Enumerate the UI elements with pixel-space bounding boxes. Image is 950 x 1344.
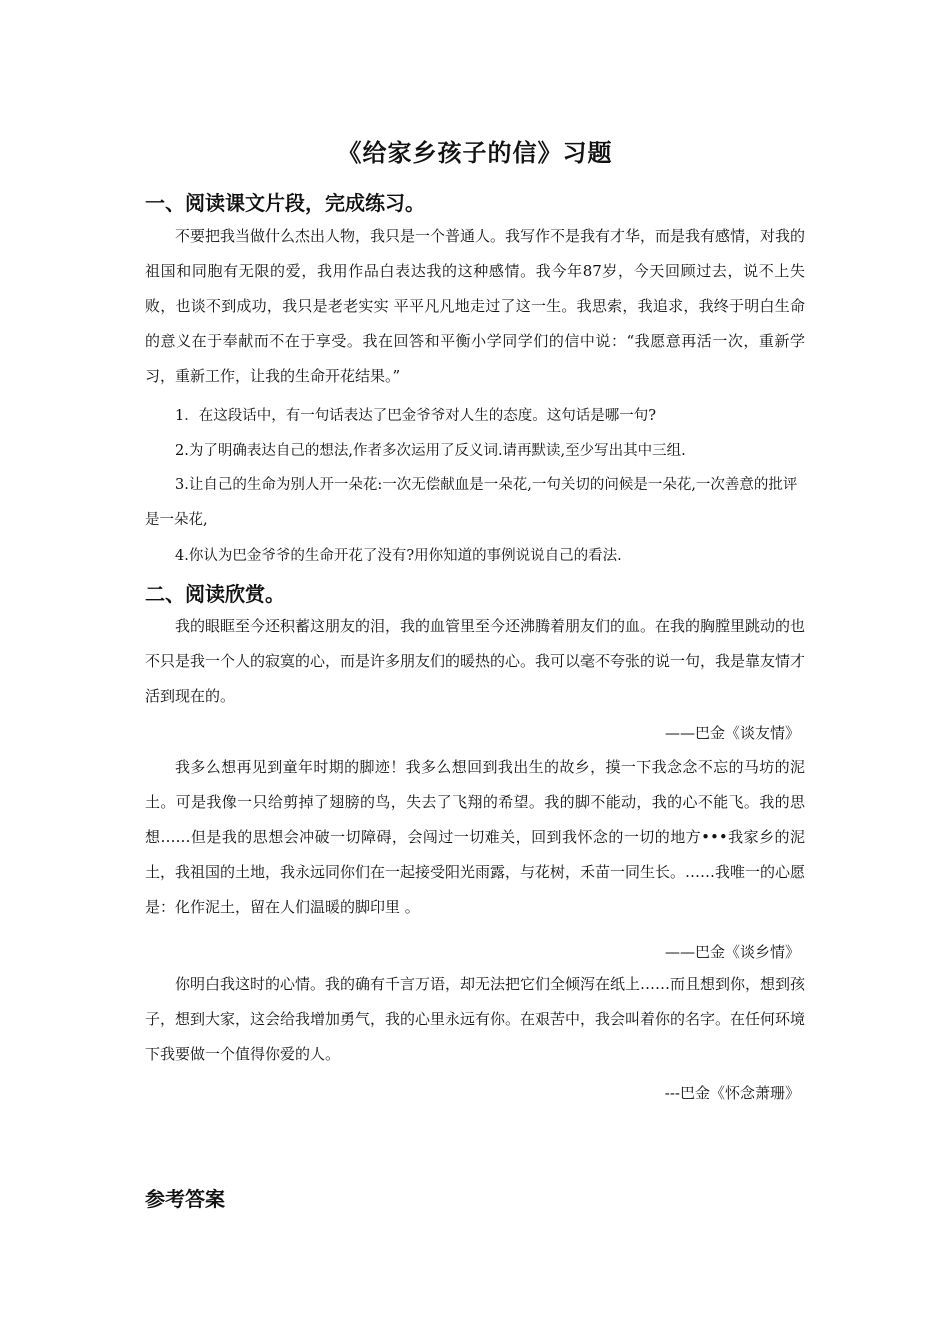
- excerpt-hometown: 我多么想再见到童年时期的脚迹！我多么想回到我出生的故乡，摸一下我念念不忘的马坊的泥土。可是我像一只给剪掉了翅膀的鸟，失去了飞翔的希望。我的脚不能动，我的心不能飞。我的思想……但是我的思想会冲破一切障碍，会闯过一切难关，回到我怀念的一切的地方•••我家乡的泥土，我祖国的土地，我永远同你们在一起接受阳光雨露，与花树，禾苗一同生长。……我唯一的心愿是：化作泥土，留在人们温暖的脚印里 。: [145, 758, 806, 916]
- source-xiaoshan: ---巴金《怀念萧珊》: [664, 1084, 800, 1102]
- excerpt-xiaoshan: 你明白我这时的心情。我的确有千言万语，却无法把它们全倾泻在纸上……而且想到你，想到孩子，想到大家，这会给我增加勇气，我的心里永远有你。在艰苦中，我会叫着你的名字。在任何环境下我要做一个值得你爱的人。: [145, 975, 806, 1063]
- section-1-heading: 一、阅读课文片段，完成练习。: [145, 191, 425, 215]
- source-friendship: ——巴金《谈友情》: [664, 724, 800, 742]
- question-2: 2.为了明确表达自己的想法,作者多次运用了反义词.请再默读,至少写出其中三组.: [175, 443, 686, 459]
- question-4: 4.你认为巴金爷爷的生命开花了没有?用你知道的事例说说自己的看法.: [175, 548, 622, 564]
- question-1: 1．在这段话中，有一句话表达了巴金爷爷对人生的态度。这句话是哪一句?: [175, 408, 656, 424]
- section-1-passage: 不要把我当做什么杰出人物，我只是一个普通人。我写作不是我有才华，而是我有感情，对我的祖国和同胞有无限的爱，我用作品白表达我的这种感情。我今年87岁，今天回顾过去，说不上失败，也谈不到成功，我只是老老实实 平平凡凡地走过了这一生。我思索，我追求，我终于明白生命的意义在于奉献而不在于享受。我在回答和平衡小学同学们的信中说：“我愿意再活一次，重新学习，重新工作，让我的生命开花结果。”: [145, 227, 806, 385]
- answers-heading: 参考答案: [145, 1187, 225, 1211]
- page-title: 《给家乡孩子的信》习题: [337, 139, 613, 167]
- source-hometown: ——巴金《谈乡情》: [664, 943, 800, 961]
- question-3: 3.让自己的生命为别人开一朵花:一次无偿献血是一朵花,一句关切的问候是一朵花,一次善意的批评是一朵花,: [145, 477, 798, 528]
- section-2-heading: 二、阅读欣赏。: [145, 582, 285, 606]
- excerpt-friendship: 我的眼眶至今还积蓄这朋友的泪，我的血管里至今还沸腾着朋友们的血。在我的胸膛里跳动的也不只是我一个人的寂寞的心，而是许多朋友们的暖热的心。我可以毫不夸张的说一句，我是靠友情才活到现在的。: [145, 617, 806, 705]
